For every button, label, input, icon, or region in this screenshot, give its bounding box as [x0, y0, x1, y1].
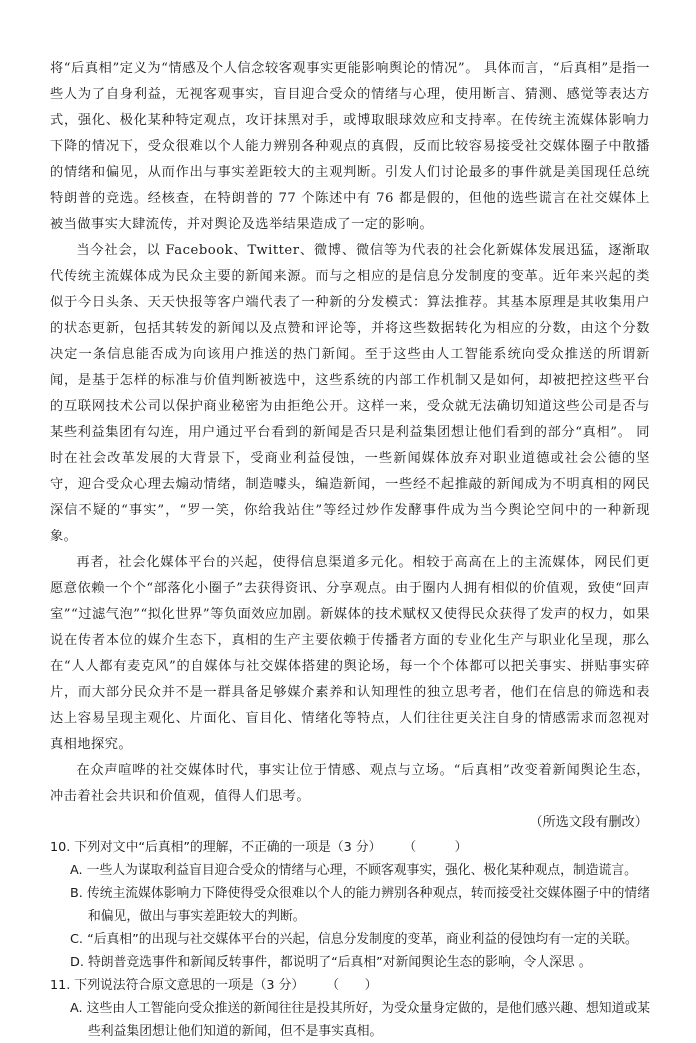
question-10-option-b: B. 传统主流媒体影响力下降使得受众很难以个人的能力辨别各种观点，转而接受社交媒体圈子中的情绪和偏见，做出与事实差距较大的判断。	[70, 886, 650, 924]
passage-paragraph-3: 再者，社会化媒体平台的兴起，使得信息渠道多元化。相较于高高在上的主流媒体，网民们更愿意依赖一个个“部落化小圈子”去获得资讯、分享观点。由于圈内人拥有相似的价值观，致使“回声室”“过滤气泡”“拟化世界”等负面效应加剧。新媒体的技术赋权又使得民众获得了发声的权力，如果说在传者本位的媒介生态下，真相的生产主要依赖于传播者方面的专业化生产与职业化呈现，那么在“人人都有麦克风”的自媒体与社交媒体搭建的舆论场，每一个个体都可以把关事实、拼贴事实碎片，而大部分民众并不是一群具备足够媒介素养和认知理性的独立思考者，他们在信息的筛选和表达上容易呈现主观化、片面化、盲目化、情绪化等特点，人们往往更关注自身的情感需求而忽视对真相地探究。	[50, 555, 650, 752]
passage-paragraph-1: 将“后真相”定义为“情感及个人信念较客观事实更能影响舆论的情况”。 具体而言，“后真相”是指一些人为了自身利益，无视客观事实，盲目迎合受众的情绪与心理，使用断言、猜测、感觉等表达方式，强化、极化某种特定观点，攻讦抹黑对手，或博取眼球效应和支持率。在传统主流媒体影响力下降的情况下，受众很难以个人能力辨别各种观点的真假，反而比较容易接受社交媒体圈子中散播的情绪和偏见，从而作出与事实差距较大的主观判断。引发人们讨论最多的事件就是美国现任总统特朗普的竞选。经核查，在特朗普的 77 个陈述中有 76 都是假的，但他的选些谎言在社交媒体上被当做事实大肆流传，并对舆论及选举结果造成了一定的影响。	[50, 61, 650, 232]
passage-paragraph-4: 在众声喧哗的社交媒体时代，事实让位于情感、观点与立场。“后真相”改变着新闻舆论生态，冲击着社会共识和价值观，值得人们思考。	[50, 763, 650, 804]
passage-paragraph-2: 当今社会，以 Facebook、Twitter、微博、微信等为代表的社会化新媒体发展迅猛，逐渐取代传统主流媒体成为民众主要的新闻来源。而与之相应的是信息分发制度的变革。近年来兴起的类似于今日头条、天天快报等客户端代表了一种新的分发模式：算法推荐。其基本原理是其收集用户的状态更新，包括其转发的新闻以及点赞和评论等，并将这些数据转化为相应的分数，由这个分数决定一条信息能否成为向该用户推送的热门新闻。至于这些由人工智能系统向受众推送的所谓新闻，是基于怎样的标准与价值判断被选中，这些系统的内部工作机制又是如何，却被把控这些平台的互联网技术公司以保护商业秘密为由拒绝公开。这样一来，受众就无法确切知道这些公司是否与某些利益集团有勾连，用户通过平台看到的新闻是否只是利益集团想让他们看到的部分“真相”。 同时在社会改革发展的大背景下，受商业利益侵蚀，一些新闻媒体放弃对职业道德或社会公德的坚守，迎合受众心理去煽动情绪，制造噱头，编造新闻，一些经不起推敲的新闻成为不明真相的网民深信不疑的“事实”，“罗一笑，你给我站住”等经过炒作发酵事件成为当今舆论空间中的一种新现象。	[50, 243, 650, 544]
question-10-option-c: C. “后真相”的出现与社交媒体平台的兴起，信息分发制度的变革，商业利益的侵蚀均有一定的关联。	[70, 932, 638, 947]
question-10-option-d: D. 特朗普竞选事件和新闻反转事件，都说明了“后真相”对新闻舆论生态的影响，令人深思 。	[70, 955, 592, 970]
question-11-text: 11. 下列说法符合原文意思的一项是（3 分）	[50, 978, 305, 993]
question-10-stem	[50, 836, 650, 859]
question-10-text: 10. 下列对文中“后真相”的理解，不正确的一项是（3 分）	[50, 840, 382, 855]
question-10-option-a: A. 一些人为谋取利益盲目迎合受众的情绪与心理，不顾客观事实，强化、极化某种观点，制造谎言。	[70, 863, 637, 878]
question-10-answer-blank: （ ）	[403, 840, 468, 855]
source-note: （所选文段有删改）	[529, 815, 648, 830]
question-11-stem	[50, 974, 650, 997]
question-11-option-a: A. 这些由人工智能向受众推送的新闻往往是投其所好，为受众量身定做的，是他们感兴趣、想知道或某些利益集团想让他们知道的新闻，但不是事实真相。	[70, 1001, 650, 1039]
question-11-answer-blank: （ ）	[326, 978, 378, 993]
